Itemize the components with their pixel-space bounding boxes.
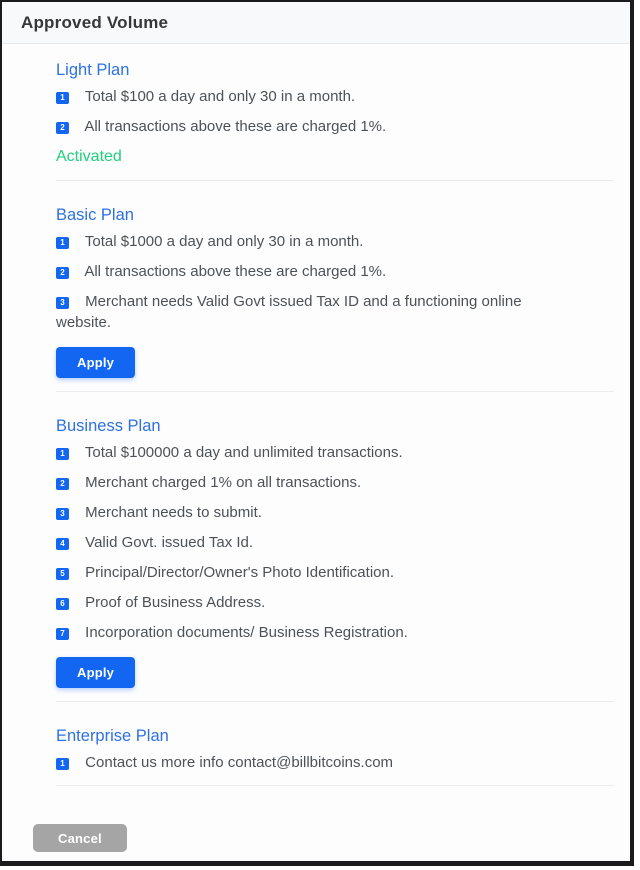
section-divider — [56, 785, 614, 786]
apply-button[interactable]: Apply — [56, 347, 135, 378]
plan-item — [56, 472, 580, 493]
plan-item — [56, 532, 580, 553]
plan-item-text: Merchant needs Valid Govt issued Tax ID and a functioning online website. — [56, 293, 522, 331]
activated-status-badge: Activated — [56, 148, 122, 165]
plan-item-text: Total $100000 a day and unlimited transactions. — [84, 444, 403, 461]
plan-item — [56, 291, 580, 333]
section-divider — [56, 701, 614, 702]
plan-section-enterprise-plan — [56, 726, 614, 773]
plan-item-text: Principal/Director/Owner's Photo Identification. — [85, 564, 395, 581]
plan-item-text: Total $1000 a day and only 30 in a month. — [84, 233, 364, 250]
bullet-number-icon: 6 — [56, 598, 69, 610]
plan-items — [56, 86, 614, 137]
plan-item — [56, 116, 580, 137]
section-divider — [56, 391, 614, 392]
section-divider — [56, 180, 614, 181]
plan-heading: Light Plan — [56, 61, 130, 79]
plan-item — [56, 752, 580, 773]
plan-item-text: Proof of Business Address. — [85, 594, 266, 611]
plan-section-basic-plan — [56, 205, 614, 379]
bullet-number-icon: 7 — [56, 628, 69, 640]
modal-header — [2, 2, 630, 44]
bullet-number-icon: 5 — [56, 568, 69, 580]
plan-items — [56, 442, 614, 643]
plan-items — [56, 752, 614, 773]
bullet-number-icon: 3 — [56, 508, 69, 520]
plan-item-text: All transactions above these are charged 1%. — [84, 118, 387, 135]
modal-footer — [2, 814, 630, 861]
plan-item — [56, 261, 580, 282]
plan-item — [56, 502, 580, 523]
bullet-number-icon: 3 — [56, 297, 69, 309]
bullet-number-icon: 2 — [56, 267, 69, 279]
plan-item — [56, 86, 580, 107]
plan-heading: Business Plan — [56, 417, 161, 435]
plan-item — [56, 622, 580, 643]
bullet-number-icon: 2 — [56, 122, 69, 134]
plan-item-text: Merchant charged 1% on all transactions. — [85, 474, 362, 491]
plan-item — [56, 442, 580, 463]
plan-section-light-plan — [56, 60, 614, 168]
modal-title: Approved Volume — [21, 13, 169, 32]
bullet-number-icon: 2 — [56, 478, 69, 490]
plan-item — [56, 562, 580, 583]
bullet-number-icon: 4 — [56, 538, 69, 550]
modal-body — [2, 44, 630, 814]
plan-item-text: Total $100 a day and only 30 in a month. — [84, 88, 356, 105]
plan-heading: Basic Plan — [56, 206, 134, 224]
bullet-number-icon: 1 — [56, 448, 69, 460]
plan-item — [56, 592, 580, 613]
bullet-number-icon: 1 — [56, 758, 69, 770]
plan-item-text: Incorporation documents/ Business Registration. — [85, 624, 408, 641]
plan-item-text: Valid Govt. issued Tax Id. — [85, 534, 254, 551]
plan-items — [56, 231, 614, 333]
plan-heading: Enterprise Plan — [56, 727, 169, 745]
plan-item-text: All transactions above these are charged 1%. — [84, 263, 387, 280]
plan-item — [56, 231, 580, 252]
cancel-button[interactable]: Cancel — [33, 824, 127, 852]
plan-section-business-plan — [56, 416, 614, 689]
bullet-number-icon: 1 — [56, 237, 69, 249]
plan-item-text: Merchant needs to submit. — [85, 504, 262, 521]
bullet-number-icon: 1 — [56, 92, 69, 104]
apply-button[interactable]: Apply — [56, 657, 135, 688]
plan-item-text: Contact us more info contact@billbitcoins.com — [85, 754, 394, 771]
